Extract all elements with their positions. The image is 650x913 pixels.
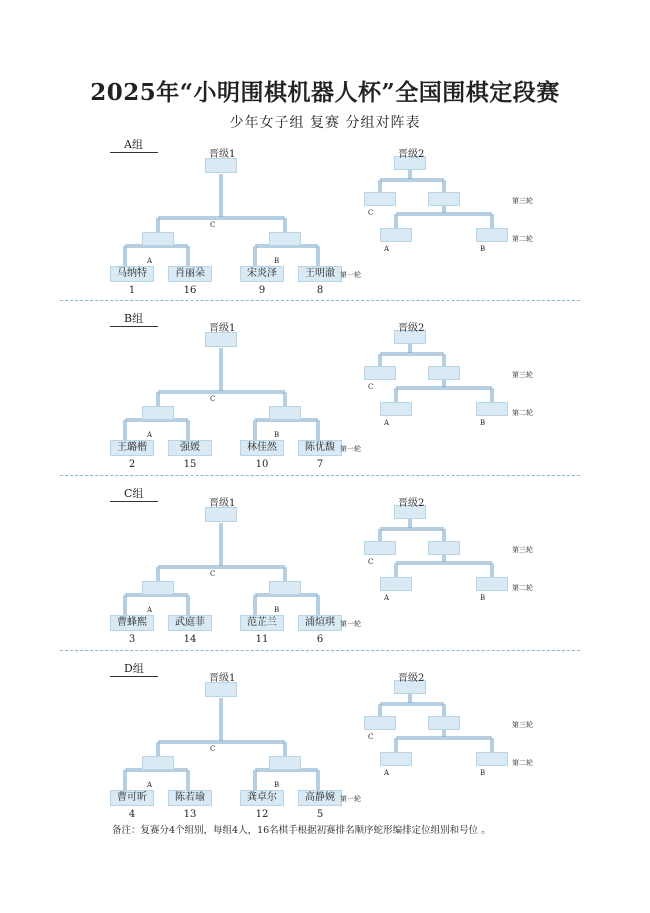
match-a-slot <box>142 756 174 770</box>
match-a-label: A <box>147 606 153 614</box>
player-seed: 4 <box>128 809 136 820</box>
group-a <box>0 136 650 306</box>
round2-label: 第二轮 <box>512 409 533 417</box>
match-b-slot <box>269 581 301 595</box>
player-slot[interactable]: 曹蜂熙 <box>110 615 154 631</box>
match-a-slot <box>142 581 174 595</box>
bracket-slot <box>428 192 460 206</box>
group-label: B组 <box>110 310 158 327</box>
player-seed: 6 <box>316 634 324 645</box>
advance1-label: 晋级1 <box>209 673 236 684</box>
match-c-label: C <box>210 221 216 229</box>
player-slot[interactable]: 龚卓尔 <box>240 790 284 806</box>
player-slot[interactable]: 马纳特 <box>110 266 154 282</box>
advance1-slot <box>205 158 237 173</box>
player-slot[interactable]: 王明澈 <box>298 266 342 282</box>
bracket-slot <box>380 228 412 242</box>
match-a-label: A <box>384 419 390 427</box>
match-a-label: A <box>384 245 390 253</box>
match-b-label: B <box>480 769 486 777</box>
advance2-label: 晋级2 <box>398 673 425 684</box>
player-seed: 11 <box>255 634 269 645</box>
match-c-label: C <box>210 395 216 403</box>
round3-label: 第三轮 <box>512 197 533 205</box>
round1-label: 第一轮 <box>340 795 361 803</box>
match-a-label: A <box>147 781 153 789</box>
player-slot[interactable]: 浦煊琪 <box>298 615 342 631</box>
player-slot[interactable]: 强媛 <box>168 440 212 456</box>
player-seed: 14 <box>183 634 197 645</box>
bracket-slot <box>476 228 508 242</box>
round1-label: 第一轮 <box>340 620 361 628</box>
bracket-slot <box>476 577 508 591</box>
advance1-slot <box>205 682 237 697</box>
player-slot[interactable]: 范芷兰 <box>240 615 284 631</box>
advance2-label: 晋级2 <box>398 498 425 509</box>
player-seed: 1 <box>128 285 136 296</box>
advance1-slot <box>205 507 237 522</box>
bracket-slot <box>380 402 412 416</box>
player-slot[interactable]: 肖丽朵 <box>168 266 212 282</box>
player-seed: 8 <box>316 285 324 296</box>
player-slot[interactable]: 武庭菲 <box>168 615 212 631</box>
match-c-label: C <box>368 383 374 391</box>
player-seed: 13 <box>183 809 197 820</box>
group-c <box>0 485 650 655</box>
match-b-slot <box>269 756 301 770</box>
match-b-slot <box>269 232 301 246</box>
player-seed: 9 <box>258 285 266 296</box>
match-a-label: A <box>384 769 390 777</box>
player-slot[interactable]: 陈若瑜 <box>168 790 212 806</box>
player-seed: 3 <box>128 634 136 645</box>
player-seed: 2 <box>128 459 136 470</box>
match-c-slot <box>364 192 396 206</box>
group-divider <box>60 475 580 476</box>
player-slot[interactable]: 陈优馥 <box>298 440 342 456</box>
match-c-label: C <box>368 558 374 566</box>
round2-label: 第二轮 <box>512 235 533 243</box>
group-b <box>0 310 650 480</box>
match-b-label: B <box>480 594 486 602</box>
group-divider <box>60 300 580 301</box>
advance1-label: 晋级1 <box>209 323 236 334</box>
match-c-label: C <box>210 570 216 578</box>
bracket-slot <box>476 402 508 416</box>
bracket-slot <box>428 366 460 380</box>
player-seed: 5 <box>316 809 324 820</box>
match-b-label: B <box>274 257 280 265</box>
match-a-slot <box>142 232 174 246</box>
match-a-label: A <box>147 431 153 439</box>
footnote: 备注：复赛分4个组别，每组4人，16名棋手根据初赛排名顺序蛇形编排定位组别和号位 。 <box>112 825 491 836</box>
player-slot[interactable]: 宋炎泽 <box>240 266 284 282</box>
round1-label: 第一轮 <box>340 271 361 279</box>
match-c-slot <box>364 366 396 380</box>
match-b-label: B <box>480 245 486 253</box>
bracket-slot <box>476 752 508 766</box>
player-slot[interactable]: 高静婉 <box>298 790 342 806</box>
round3-label: 第三轮 <box>512 721 533 729</box>
page-title: 2025年“小明围棋机器人杯”全国围棋定段赛 <box>90 79 560 106</box>
group-d <box>0 660 650 830</box>
player-slot[interactable]: 曹可昕 <box>110 790 154 806</box>
match-b-label: B <box>480 419 486 427</box>
advance1-slot <box>205 332 237 347</box>
match-a-label: A <box>147 257 153 265</box>
round2-label: 第二轮 <box>512 584 533 592</box>
player-slot[interactable]: 林佳然 <box>240 440 284 456</box>
match-c-slot <box>364 541 396 555</box>
match-c-slot <box>364 716 396 730</box>
match-c-label: C <box>210 745 216 753</box>
round1-label: 第一轮 <box>340 445 361 453</box>
group-label: A组 <box>110 136 158 153</box>
match-b-label: B <box>274 431 280 439</box>
advance1-label: 晋级1 <box>209 149 236 160</box>
match-b-label: B <box>274 781 280 789</box>
match-b-label: B <box>274 606 280 614</box>
page-subtitle: 少年女子组 复赛 分组对阵表 <box>229 115 421 131</box>
round3-label: 第三轮 <box>512 371 533 379</box>
match-c-label: C <box>368 733 374 741</box>
round3-label: 第三轮 <box>512 546 533 554</box>
advance1-label: 晋级1 <box>209 498 236 509</box>
match-a-label: A <box>384 594 390 602</box>
advance2-label: 晋级2 <box>398 149 425 160</box>
match-c-label: C <box>368 209 374 217</box>
round2-label: 第二轮 <box>512 759 533 767</box>
advance2-label: 晋级2 <box>398 323 425 334</box>
bracket-slot <box>380 577 412 591</box>
player-seed: 16 <box>183 285 197 296</box>
group-label: D组 <box>110 660 158 677</box>
group-label: C组 <box>110 485 158 502</box>
player-seed: 15 <box>183 459 197 470</box>
match-a-slot <box>142 406 174 420</box>
bracket-slot <box>428 716 460 730</box>
player-seed: 12 <box>255 809 269 820</box>
bracket-slot <box>380 752 412 766</box>
group-divider <box>60 650 580 651</box>
match-b-slot <box>269 406 301 420</box>
player-seed: 10 <box>255 459 269 470</box>
player-seed: 7 <box>316 459 324 470</box>
player-slot[interactable]: 王璐楷 <box>110 440 154 456</box>
bracket-slot <box>428 541 460 555</box>
